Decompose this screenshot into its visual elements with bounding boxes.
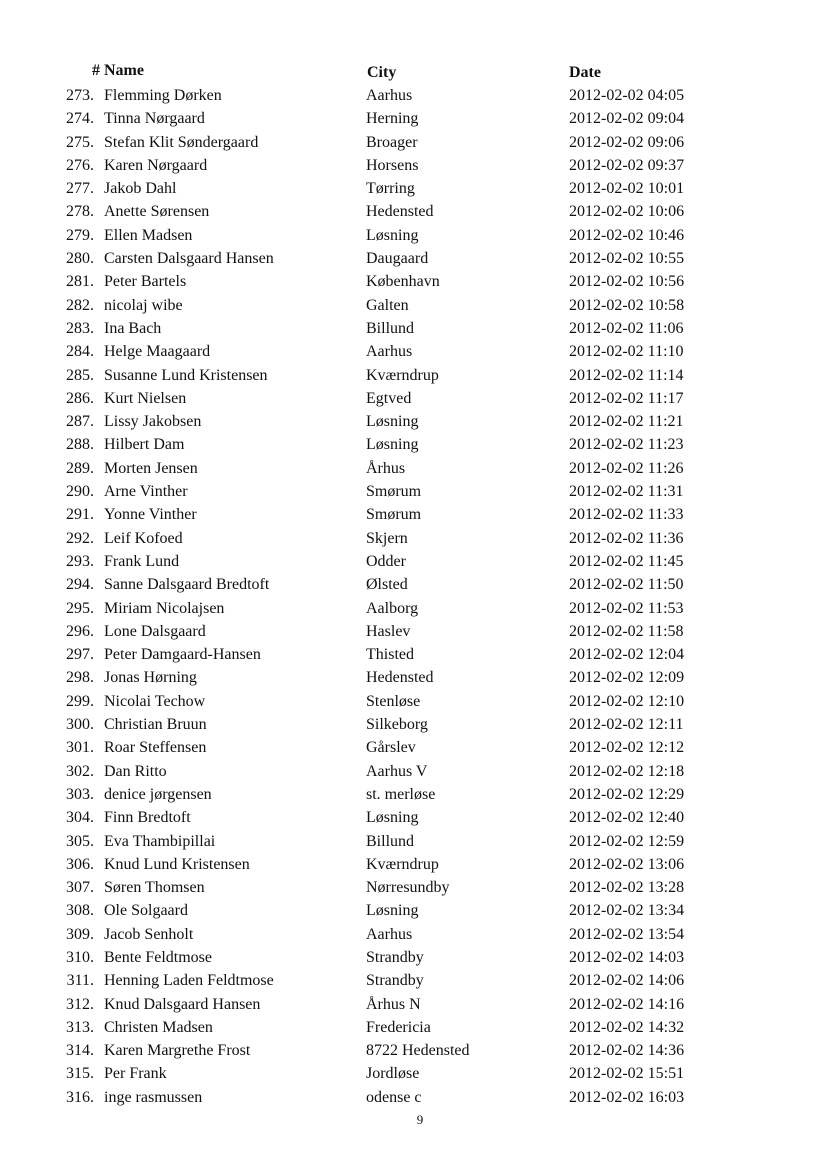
list-item xyxy=(0,1016,827,1039)
entry-city: Horsens xyxy=(366,156,419,174)
entry-name: Knud Dalsgaard Hansen xyxy=(104,995,261,1013)
entry-number: 291. xyxy=(66,506,94,524)
entry-city: 8722 Hedensted xyxy=(366,1042,470,1060)
entry-number: 296. xyxy=(66,622,94,640)
entry-number: 307. xyxy=(66,879,94,897)
list-item xyxy=(0,666,827,689)
entry-city: Løsning xyxy=(366,436,419,454)
entry-name: Eva Thambipillai xyxy=(104,832,216,850)
entry-number: 274. xyxy=(66,110,94,128)
entry-date: 2012-02-02 11:58 xyxy=(569,622,684,640)
entry-number: 288. xyxy=(66,436,94,454)
list-item xyxy=(0,899,827,922)
list-item xyxy=(0,340,827,363)
entry-name: Carsten Dalsgaard Hansen xyxy=(104,250,274,268)
entry-number: 311. xyxy=(66,972,94,990)
entry-city: Daugaard xyxy=(366,250,429,268)
entry-city: Hedensted xyxy=(366,203,434,221)
entry-name: Jonas Hørning xyxy=(104,669,197,687)
entry-date: 2012-02-02 15:51 xyxy=(569,1065,685,1083)
list-item xyxy=(0,853,827,876)
entry-date: 2012-02-02 11:10 xyxy=(569,343,684,361)
entry-date: 2012-02-02 11:14 xyxy=(569,366,684,384)
entry-city: Billund xyxy=(366,319,415,337)
list-item xyxy=(0,620,827,643)
entry-city: Løsning xyxy=(366,413,419,431)
entry-date: 2012-02-02 11:45 xyxy=(569,552,684,570)
entry-city: Billund xyxy=(366,832,415,850)
entry-name: Lone Dalsgaard xyxy=(104,622,206,640)
entry-date: 2012-02-02 11:31 xyxy=(569,483,684,501)
entry-date: 2012-02-02 12:12 xyxy=(569,739,685,757)
entry-name: Bente Feldtmose xyxy=(104,948,212,966)
entry-name: Lissy Jakobsen xyxy=(104,413,202,431)
entry-city: Ølsted xyxy=(366,576,408,594)
entry-city: Århus xyxy=(366,459,406,477)
entry-date: 2012-02-02 11:17 xyxy=(569,389,684,407)
entry-name: Søren Thomsen xyxy=(104,879,205,897)
entry-name: Stefan Klit Søndergaard xyxy=(104,133,259,151)
list-item xyxy=(0,200,827,223)
entry-date: 2012-02-02 11:50 xyxy=(569,576,684,594)
entry-number: 284. xyxy=(66,343,94,361)
list-item xyxy=(0,224,827,247)
entry-name: Knud Lund Kristensen xyxy=(104,855,250,873)
column-header-number-name: # Name xyxy=(92,62,144,79)
list-item xyxy=(0,247,827,270)
entry-number: 275. xyxy=(66,133,94,151)
entry-date: 2012-02-02 11:21 xyxy=(569,413,684,431)
list-item xyxy=(0,527,827,550)
entry-date: 2012-02-02 13:54 xyxy=(569,925,685,943)
entry-name: Dan Ritto xyxy=(104,762,167,780)
entry-date: 2012-02-02 11:53 xyxy=(569,599,684,617)
list-item xyxy=(0,270,827,293)
entry-city: Smørum xyxy=(366,506,422,524)
entry-date: 2012-02-02 16:03 xyxy=(569,1088,685,1106)
list-item xyxy=(0,480,827,503)
entry-city: Aarhus xyxy=(366,343,413,361)
list-item xyxy=(0,503,827,526)
list-item xyxy=(0,573,827,596)
entry-number: 313. xyxy=(66,1018,94,1036)
entry-number: 280. xyxy=(66,250,94,268)
entry-number: 314. xyxy=(66,1042,94,1060)
entry-city: Strandby xyxy=(366,948,424,966)
entry-name: Flemming Dørken xyxy=(104,87,222,104)
entry-city: Løsning xyxy=(366,809,419,827)
entry-city: Jordløse xyxy=(366,1065,420,1083)
entry-city: Aarhus V xyxy=(366,762,428,780)
list-item xyxy=(0,806,827,829)
entry-number: 290. xyxy=(66,483,94,501)
table-header xyxy=(0,62,827,84)
entry-city: Thisted xyxy=(366,646,414,664)
list-item xyxy=(0,84,827,107)
entry-city: Broager xyxy=(366,133,418,151)
entry-name: Yonne Vinther xyxy=(104,506,197,524)
entry-number: 283. xyxy=(66,319,94,337)
entry-name: Arne Vinther xyxy=(104,483,188,501)
list-item xyxy=(0,364,827,387)
entry-name: Karen Nørgaard xyxy=(104,156,208,174)
entry-name: inge rasmussen xyxy=(104,1088,203,1106)
entry-name: Hilbert Dam xyxy=(104,436,185,454)
list-item xyxy=(0,177,827,200)
entry-number: 287. xyxy=(66,413,94,431)
entry-number: 279. xyxy=(66,226,94,244)
list-item xyxy=(0,387,827,410)
entry-city: Galten xyxy=(366,296,409,314)
entry-date: 2012-02-02 11:23 xyxy=(569,436,684,454)
list-item xyxy=(0,457,827,480)
list-item xyxy=(0,1062,827,1085)
entry-date: 2012-02-02 14:06 xyxy=(569,972,685,990)
entry-date: 2012-02-02 12:04 xyxy=(569,646,685,664)
entry-date: 2012-02-02 10:46 xyxy=(569,226,685,244)
entry-number: 300. xyxy=(66,716,94,734)
list-item xyxy=(0,760,827,783)
entry-number: 312. xyxy=(66,995,94,1013)
list-item xyxy=(0,410,827,433)
entry-name: Nicolai Techow xyxy=(104,692,206,710)
list-item xyxy=(0,876,827,899)
list-item xyxy=(0,713,827,736)
entry-number: 295. xyxy=(66,599,94,617)
entry-date: 2012-02-02 14:36 xyxy=(569,1042,685,1060)
entry-city: Århus N xyxy=(366,995,421,1013)
entry-city: Aarhus xyxy=(366,87,413,104)
entry-number: 294. xyxy=(66,576,94,594)
entry-date: 2012-02-02 10:55 xyxy=(569,250,685,268)
entry-name: denice jørgensen xyxy=(104,785,212,803)
entry-city: st. merløse xyxy=(366,785,436,803)
entry-name: Henning Laden Feldtmose xyxy=(104,972,274,990)
entry-number: 303. xyxy=(66,785,94,803)
entry-name: Ellen Madsen xyxy=(104,226,193,244)
entry-name: Susanne Lund Kristensen xyxy=(104,366,268,384)
entry-number: 306. xyxy=(66,855,94,873)
entry-number: 292. xyxy=(66,529,94,547)
entry-city: Kværndrup xyxy=(366,366,439,384)
entry-number: 310. xyxy=(66,948,94,966)
list-item xyxy=(0,830,827,853)
entry-number: 286. xyxy=(66,389,94,407)
list-item xyxy=(0,131,827,154)
entry-city: Aarhus xyxy=(366,925,413,943)
entry-name: Tinna Nørgaard xyxy=(104,110,205,128)
list-item xyxy=(0,433,827,456)
entry-city: Tørring xyxy=(366,180,415,198)
list-item xyxy=(0,969,827,992)
list-item xyxy=(0,550,827,573)
entry-date: 2012-02-02 04:05 xyxy=(569,87,685,104)
entry-date: 2012-02-02 11:06 xyxy=(569,319,684,337)
list-item xyxy=(0,946,827,969)
entry-date: 2012-02-02 12:59 xyxy=(569,832,685,850)
list-item xyxy=(0,107,827,130)
entry-date: 2012-02-02 13:34 xyxy=(569,902,685,920)
list-item xyxy=(0,736,827,759)
entry-number: 289. xyxy=(66,459,94,477)
entry-city: Egtved xyxy=(366,389,412,407)
list-item xyxy=(0,154,827,177)
list-item xyxy=(0,923,827,946)
entry-name: Helge Maagaard xyxy=(104,343,211,361)
entry-name: Miriam Nicolajsen xyxy=(104,599,225,617)
entry-city: Silkeborg xyxy=(366,716,428,734)
entry-number: 305. xyxy=(66,832,94,850)
entry-date: 2012-02-02 11:36 xyxy=(569,529,684,547)
entry-number: 293. xyxy=(66,552,94,570)
entry-city: Gårslev xyxy=(366,739,416,757)
entry-date: 2012-02-02 09:06 xyxy=(569,133,685,151)
entry-name: Ole Solgaard xyxy=(104,902,188,920)
list-item xyxy=(0,643,827,666)
entry-city: Stenløse xyxy=(366,692,421,710)
entry-number: 281. xyxy=(66,273,94,291)
entry-name: Jacob Senholt xyxy=(104,925,194,943)
entry-name: Per Frank xyxy=(104,1065,167,1083)
entry-number: 299. xyxy=(66,692,94,710)
entry-name: Anette Sørensen xyxy=(104,203,210,221)
entry-city: Hedensted xyxy=(366,669,434,687)
entry-number: 278. xyxy=(66,203,94,221)
entry-date: 2012-02-02 09:04 xyxy=(569,110,685,128)
entry-number: 298. xyxy=(66,669,94,687)
entry-number: 309. xyxy=(66,925,94,943)
list-item xyxy=(0,1086,827,1109)
entry-date: 2012-02-02 12:10 xyxy=(569,692,685,710)
entry-date: 2012-02-02 12:40 xyxy=(569,809,685,827)
entry-name: Christen Madsen xyxy=(104,1018,213,1036)
entry-number: 297. xyxy=(66,646,94,664)
list-item xyxy=(0,690,827,713)
page-number: 9 xyxy=(416,1112,424,1127)
entry-date: 2012-02-02 09:37 xyxy=(569,156,685,174)
entry-name: Jakob Dahl xyxy=(104,180,177,198)
entry-name: Ina Bach xyxy=(104,319,162,337)
entry-city: Aalborg xyxy=(366,599,419,617)
entry-date: 2012-02-02 12:18 xyxy=(569,762,685,780)
entry-name: Peter Damgaard-Hansen xyxy=(104,646,261,664)
entry-name: Finn Bredtoft xyxy=(104,809,191,827)
entry-name: Sanne Dalsgaard Bredtoft xyxy=(104,576,270,594)
entry-date: 2012-02-02 14:16 xyxy=(569,995,685,1013)
entry-date: 2012-02-02 12:29 xyxy=(569,785,685,803)
entry-number: 277. xyxy=(66,180,94,198)
entry-name: nicolaj wibe xyxy=(104,296,183,314)
entry-city: Skjern xyxy=(366,529,408,547)
entry-number: 273. xyxy=(66,87,94,104)
entry-name: Frank Lund xyxy=(104,552,180,570)
entry-city: Herning xyxy=(366,110,419,128)
entry-number: 316. xyxy=(66,1088,94,1106)
list-item xyxy=(0,1039,827,1062)
column-header-city: City xyxy=(367,64,397,81)
entry-date: 2012-02-02 14:32 xyxy=(569,1018,685,1036)
entry-date: 2012-02-02 13:28 xyxy=(569,879,685,897)
entry-number: 301. xyxy=(66,739,94,757)
entry-name: Karen Margrethe Frost xyxy=(104,1042,251,1060)
entry-number: 282. xyxy=(66,296,94,314)
entry-date: 2012-02-02 12:09 xyxy=(569,669,685,687)
entry-name: Peter Bartels xyxy=(104,273,187,291)
entry-name: Leif Kofoed xyxy=(104,529,183,547)
entry-number: 308. xyxy=(66,902,94,920)
entry-date: 2012-02-02 12:11 xyxy=(569,716,684,734)
list-item xyxy=(0,294,827,317)
entry-date: 2012-02-02 10:58 xyxy=(569,296,685,314)
entry-date: 2012-02-02 10:01 xyxy=(569,180,685,198)
entry-city: odense c xyxy=(366,1088,422,1106)
list-item xyxy=(0,993,827,1016)
entry-name: Roar Steffensen xyxy=(104,739,207,757)
entry-date: 2012-02-02 10:56 xyxy=(569,273,685,291)
entry-date: 2012-02-02 11:33 xyxy=(569,506,684,524)
entry-city: Smørum xyxy=(366,483,422,501)
entry-date: 2012-02-02 14:03 xyxy=(569,948,685,966)
entry-date: 2012-02-02 11:26 xyxy=(569,459,684,477)
entry-date: 2012-02-02 13:06 xyxy=(569,855,685,873)
entry-number: 285. xyxy=(66,366,94,384)
column-header-date: Date xyxy=(569,64,601,81)
entry-number: 276. xyxy=(66,156,94,174)
list-item xyxy=(0,317,827,340)
entry-city: Løsning xyxy=(366,902,419,920)
entry-city: Odder xyxy=(366,552,406,570)
list-item xyxy=(0,597,827,620)
signature-list xyxy=(0,84,827,1109)
entry-name: Kurt Nielsen xyxy=(104,389,187,407)
entry-city: Nørresundby xyxy=(366,879,450,897)
entry-date: 2012-02-02 10:06 xyxy=(569,203,685,221)
entry-city: Kværndrup xyxy=(366,855,439,873)
entry-city: Fredericia xyxy=(366,1018,431,1036)
entry-number: 315. xyxy=(66,1065,94,1083)
entry-name: Morten Jensen xyxy=(104,459,198,477)
entry-city: Strandby xyxy=(366,972,424,990)
entry-name: Christian Bruun xyxy=(104,716,207,734)
list-item xyxy=(0,783,827,806)
entry-number: 304. xyxy=(66,809,94,827)
entry-city: Løsning xyxy=(366,226,419,244)
entry-city: København xyxy=(366,273,440,291)
entry-number: 302. xyxy=(66,762,94,780)
entry-city: Haslev xyxy=(366,622,411,640)
